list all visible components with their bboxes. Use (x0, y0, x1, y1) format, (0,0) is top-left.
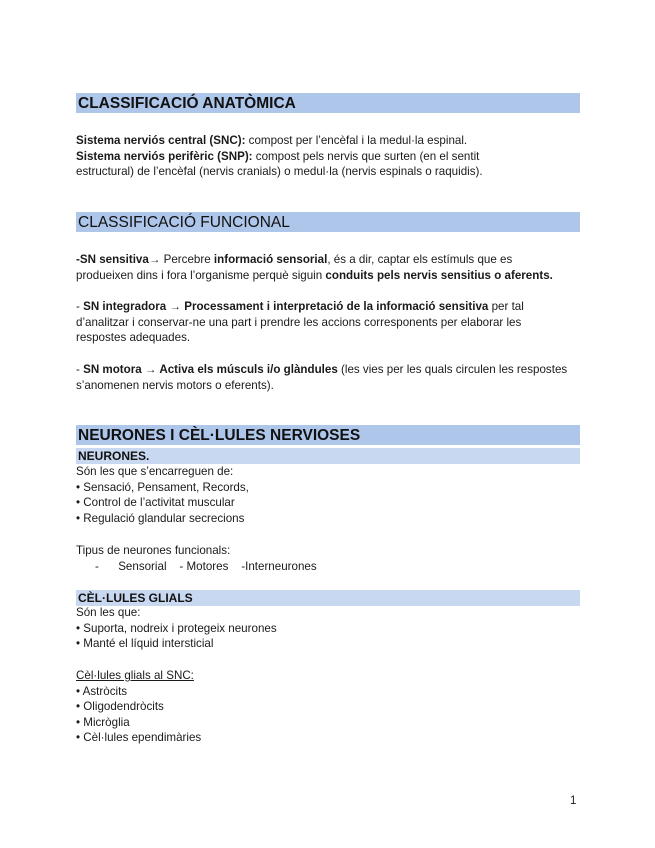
sensitiva-text-1: , és a dir, captar els estímuls que es (327, 253, 513, 266)
snc-line (76, 133, 586, 149)
glials-snc-title: Cèl·lules glials al SNC: (76, 669, 194, 682)
heading-neurones-cellules: NEURONES I CÈL·LULES NERVIOSES (76, 425, 580, 445)
list-item: • Cèl·lules ependimàries (76, 731, 202, 745)
tipus-neurones (76, 543, 586, 574)
list-item: • Sensació, Pensament, Records, (76, 480, 249, 494)
glials-list (76, 605, 586, 652)
sensitiva-paragraph (76, 252, 586, 283)
list-item: • Control de l’activitat muscular (76, 496, 235, 510)
list-item: • Regulació glandular secrecions (76, 511, 245, 525)
anatomica-body (76, 133, 586, 180)
integradora-prefix: - (76, 300, 84, 313)
neurones-intro: Són les que s’encarreguen de: (76, 465, 234, 478)
sensitiva-bold-1: informació sensorial (213, 253, 328, 266)
snp-label: Sistema nerviós perifèric (SNP): (76, 149, 253, 163)
integradora-line-2: d’analitzar i conservar-ne una part i prendre les accions corresponents per elaborar les (76, 315, 522, 329)
sensitiva-arrow: → Percebre (148, 253, 214, 266)
tipus-title: Tipus de neurones funcionals: (76, 544, 231, 557)
integradora-line-3: respostes adequades. (76, 331, 191, 345)
glials-snc-list (76, 668, 586, 746)
list-item: • Micròglia (76, 715, 130, 729)
sensitiva-line-1 (76, 252, 586, 268)
sensitiva-text-2: produeixen dins i fora l’organisme perquè siguin (76, 268, 326, 282)
motora-text-1: (les vies per les quals circulen les respostes (337, 363, 568, 376)
integradora-bold: SN integradora → Processament i interpretació de la informació sensitiva (83, 300, 489, 313)
subheading-cellules-glials: CÈL·LULES GLIALS (76, 590, 580, 606)
neurones-list (76, 464, 586, 526)
sensitiva-label: -SN sensitiva (76, 253, 149, 266)
motora-line-2: s’anomenen nervis motors o eferents). (76, 378, 274, 392)
list-item: • Oligodendròcits (76, 700, 164, 714)
list-item: • Astròcits (76, 684, 128, 698)
subheading-neurones: NEURONES. (76, 448, 580, 464)
motora-prefix: - (76, 363, 84, 376)
heading-classificacio-anatomica: CLASSIFICACIÓ ANATÒMICA (76, 93, 580, 113)
snp-line-2: estructural) de l’encèfal (nervis cranials) o medul·la (nervis espinals o raquidis). (76, 165, 483, 179)
integradora-text-1: per tal (488, 300, 524, 313)
motora-paragraph (76, 362, 586, 393)
snc-text: compost per l’encèfal i la medul·la espinal. (245, 134, 468, 147)
list-item: • Manté el líquid intersticial (76, 637, 214, 651)
page-number: 1 (570, 795, 577, 807)
snp-text: compost pels nervis que surten (en el sentit (252, 149, 480, 163)
heading-classificacio-funcional: CLASSIFICACIÓ FUNCIONAL (76, 212, 580, 232)
motora-line-1 (76, 362, 586, 378)
snc-label: Sistema nerviós central (SNC): (76, 134, 246, 147)
sensitiva-bold-2: conduits pels nervis sensitius o aferents. (325, 268, 553, 282)
motora-bold: SN motora → Activa els músculs i/o glàndules (83, 363, 338, 376)
integradora-paragraph (76, 299, 586, 346)
sensitiva-line-2 (76, 268, 586, 284)
glials-intro: Són les que: (76, 606, 141, 619)
tipus-line: - Sensorial - Motores -Interneurones (95, 559, 317, 573)
list-item: • Suporta, nodreix i protegeix neurones (76, 621, 277, 635)
snp-line (76, 149, 586, 165)
integradora-line-1 (76, 299, 586, 315)
